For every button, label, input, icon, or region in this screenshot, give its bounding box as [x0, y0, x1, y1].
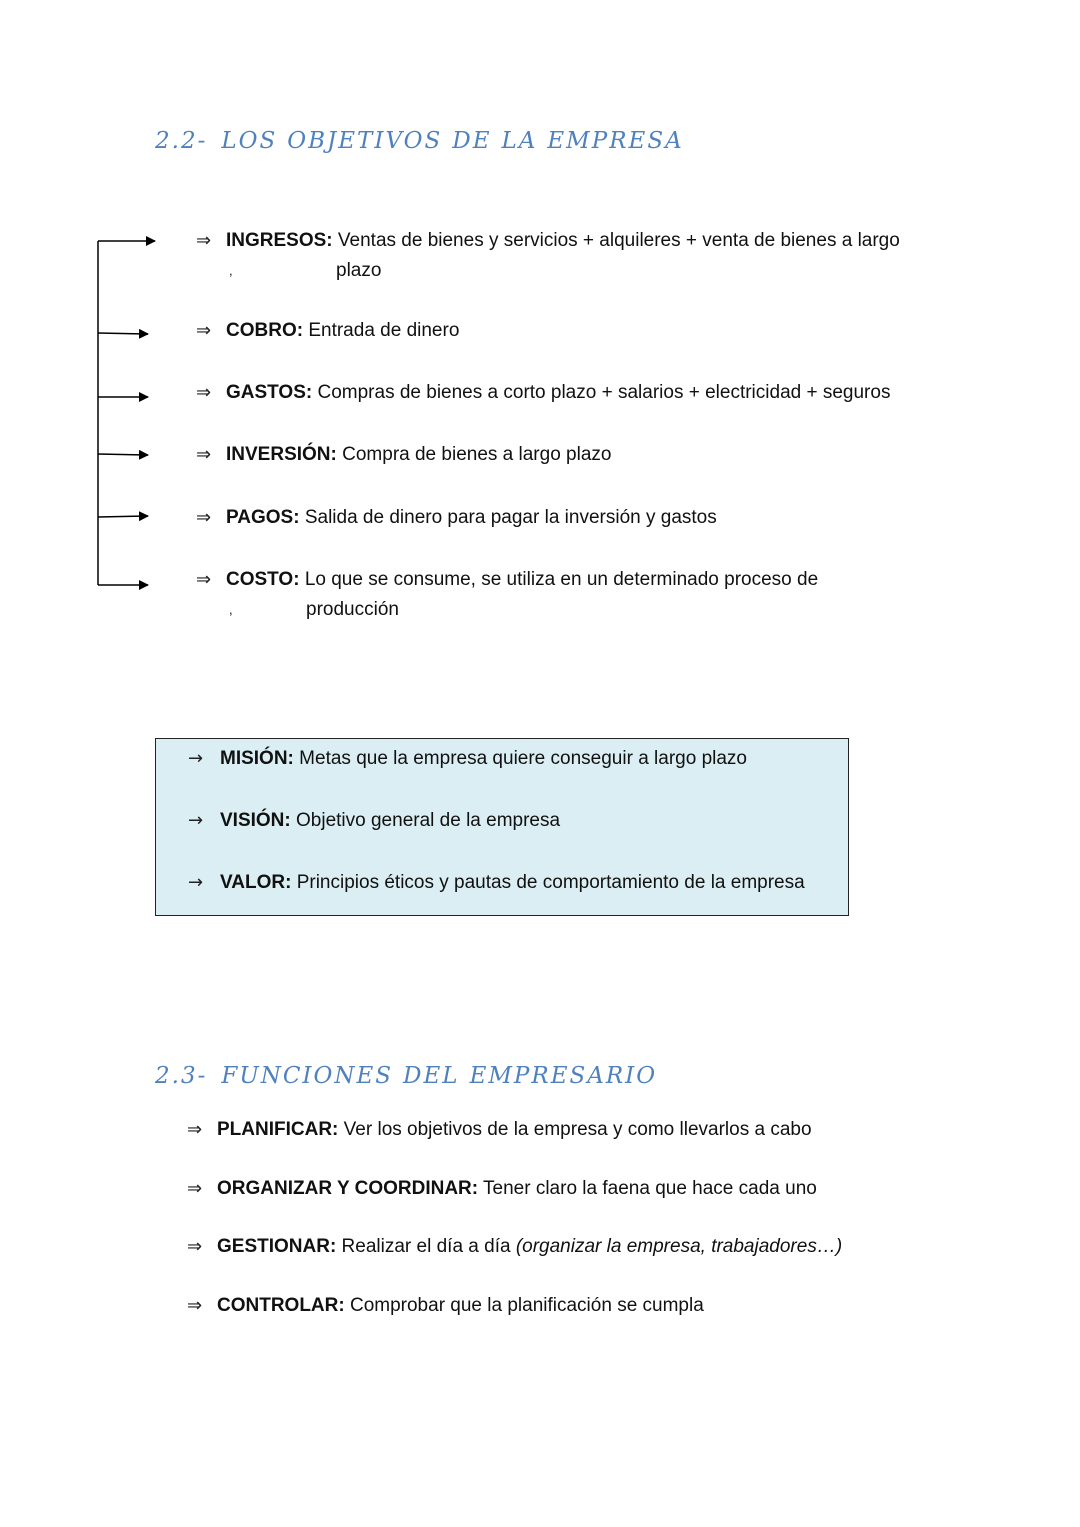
- item-term: COBRO:: [226, 320, 304, 341]
- bracket-arrows: [0, 0, 200, 620]
- item-text: Compras de bienes a corto plazo + salarios + electricidad + seguros: [312, 382, 891, 403]
- list-item-gestionar: [187, 1232, 842, 1262]
- list-item-gastos: [196, 378, 890, 408]
- item-text: Principios éticos y pautas de comportamiento de la empresa: [291, 872, 805, 893]
- section-22-heading: [155, 128, 694, 154]
- list-item-valor: [188, 868, 805, 898]
- item-text: Ventas de bienes y servicios + alquileres + venta de bienes a largo: [332, 230, 900, 251]
- item-continuation: producción: [306, 599, 399, 620]
- item-term: GASTOS:: [226, 382, 313, 403]
- item-term: MISIÓN:: [220, 748, 294, 769]
- heading-word: EMPRESARIO: [469, 1063, 658, 1089]
- heading-word: LOS: [221, 128, 278, 154]
- list-item-pagos: [196, 503, 717, 533]
- item-text: Ver los objetivos de la empresa y como llevarlos a cabo: [338, 1119, 812, 1140]
- list-item-planificar: [187, 1115, 812, 1145]
- item-text: Salida de dinero para pagar la inversión y gastos: [299, 507, 717, 528]
- item-text: Metas que la empresa quiere conseguir a largo plazo: [293, 748, 747, 769]
- item-term: INGRESOS:: [226, 230, 333, 251]
- list-item-mision: [188, 744, 747, 774]
- item-text: Tener claro la faena que hace cada uno: [478, 1178, 817, 1199]
- item-text: Realizar el día a día: [336, 1236, 516, 1257]
- item-term: VALOR:: [220, 872, 292, 893]
- item-text: Entrada de dinero: [303, 320, 460, 341]
- item-term: ORGANIZAR Y COORDINAR:: [217, 1178, 479, 1199]
- list-item-controlar: [187, 1291, 704, 1321]
- heading-word: FUNCIONES: [221, 1063, 394, 1089]
- double-arrow-icon: ⇒: [187, 1178, 203, 1199]
- double-arrow-icon: ⇒: [187, 1295, 203, 1316]
- arrow-right-icon: →: [188, 748, 204, 769]
- mission-vision-values-box: [155, 738, 849, 916]
- double-arrow-icon: ⇒: [187, 1236, 203, 1257]
- double-arrow-icon: ⇒: [196, 569, 212, 590]
- section-23-heading: [155, 1063, 667, 1089]
- item-term: VISIÓN:: [220, 810, 291, 831]
- list-item-ingresos: [196, 226, 900, 281]
- arrow-pagos: [98, 516, 148, 517]
- double-arrow-icon: ⇒: [196, 507, 212, 528]
- item-text: Objetivo general de la empresa: [290, 810, 561, 831]
- item-term: PLANIFICAR:: [217, 1119, 339, 1140]
- item-term: GESTIONAR:: [217, 1236, 337, 1257]
- arrow-inversion: [98, 454, 148, 455]
- double-arrow-icon: ⇒: [196, 444, 212, 465]
- item-text: Compra de bienes a largo plazo: [336, 444, 612, 465]
- list-item-vision: [188, 806, 560, 836]
- item-term: PAGOS:: [226, 507, 300, 528]
- list-item-costo: [196, 565, 819, 620]
- heading-word: OBJETIVOS: [287, 128, 443, 154]
- continuation-mark: ,: [229, 602, 233, 617]
- item-term: INVERSIÓN:: [226, 444, 337, 465]
- list-item-cobro: [196, 316, 459, 346]
- arrow-cobro: [98, 333, 148, 334]
- double-arrow-icon: ⇒: [196, 382, 212, 403]
- double-arrow-icon: ⇒: [187, 1119, 203, 1140]
- item-text: Lo que se consume, se utiliza en un determinado proceso de: [299, 569, 819, 590]
- item-italic-note: (organizar la empresa, trabajadores…): [515, 1236, 843, 1257]
- section-22-number: 2.2-: [155, 128, 208, 154]
- arrow-right-icon: →: [188, 872, 204, 893]
- list-item-organizar: [187, 1174, 817, 1204]
- double-arrow-icon: ⇒: [196, 320, 212, 341]
- section-23-number: 2.3-: [155, 1063, 208, 1089]
- heading-word: EMPRESA: [547, 128, 684, 154]
- heading-word: LA: [501, 128, 538, 154]
- list-item-inversion: [196, 440, 611, 470]
- arrow-right-icon: →: [188, 810, 204, 831]
- item-continuation: plazo: [336, 260, 382, 281]
- item-term: COSTO:: [226, 569, 300, 590]
- heading-word: DE: [452, 128, 492, 154]
- double-arrow-icon: ⇒: [196, 230, 212, 251]
- item-term: CONTROLAR:: [217, 1295, 345, 1316]
- item-text: Comprobar que la planificación se cumpla: [344, 1295, 704, 1316]
- heading-word: DEL: [403, 1063, 460, 1089]
- continuation-mark: ,: [229, 263, 233, 278]
